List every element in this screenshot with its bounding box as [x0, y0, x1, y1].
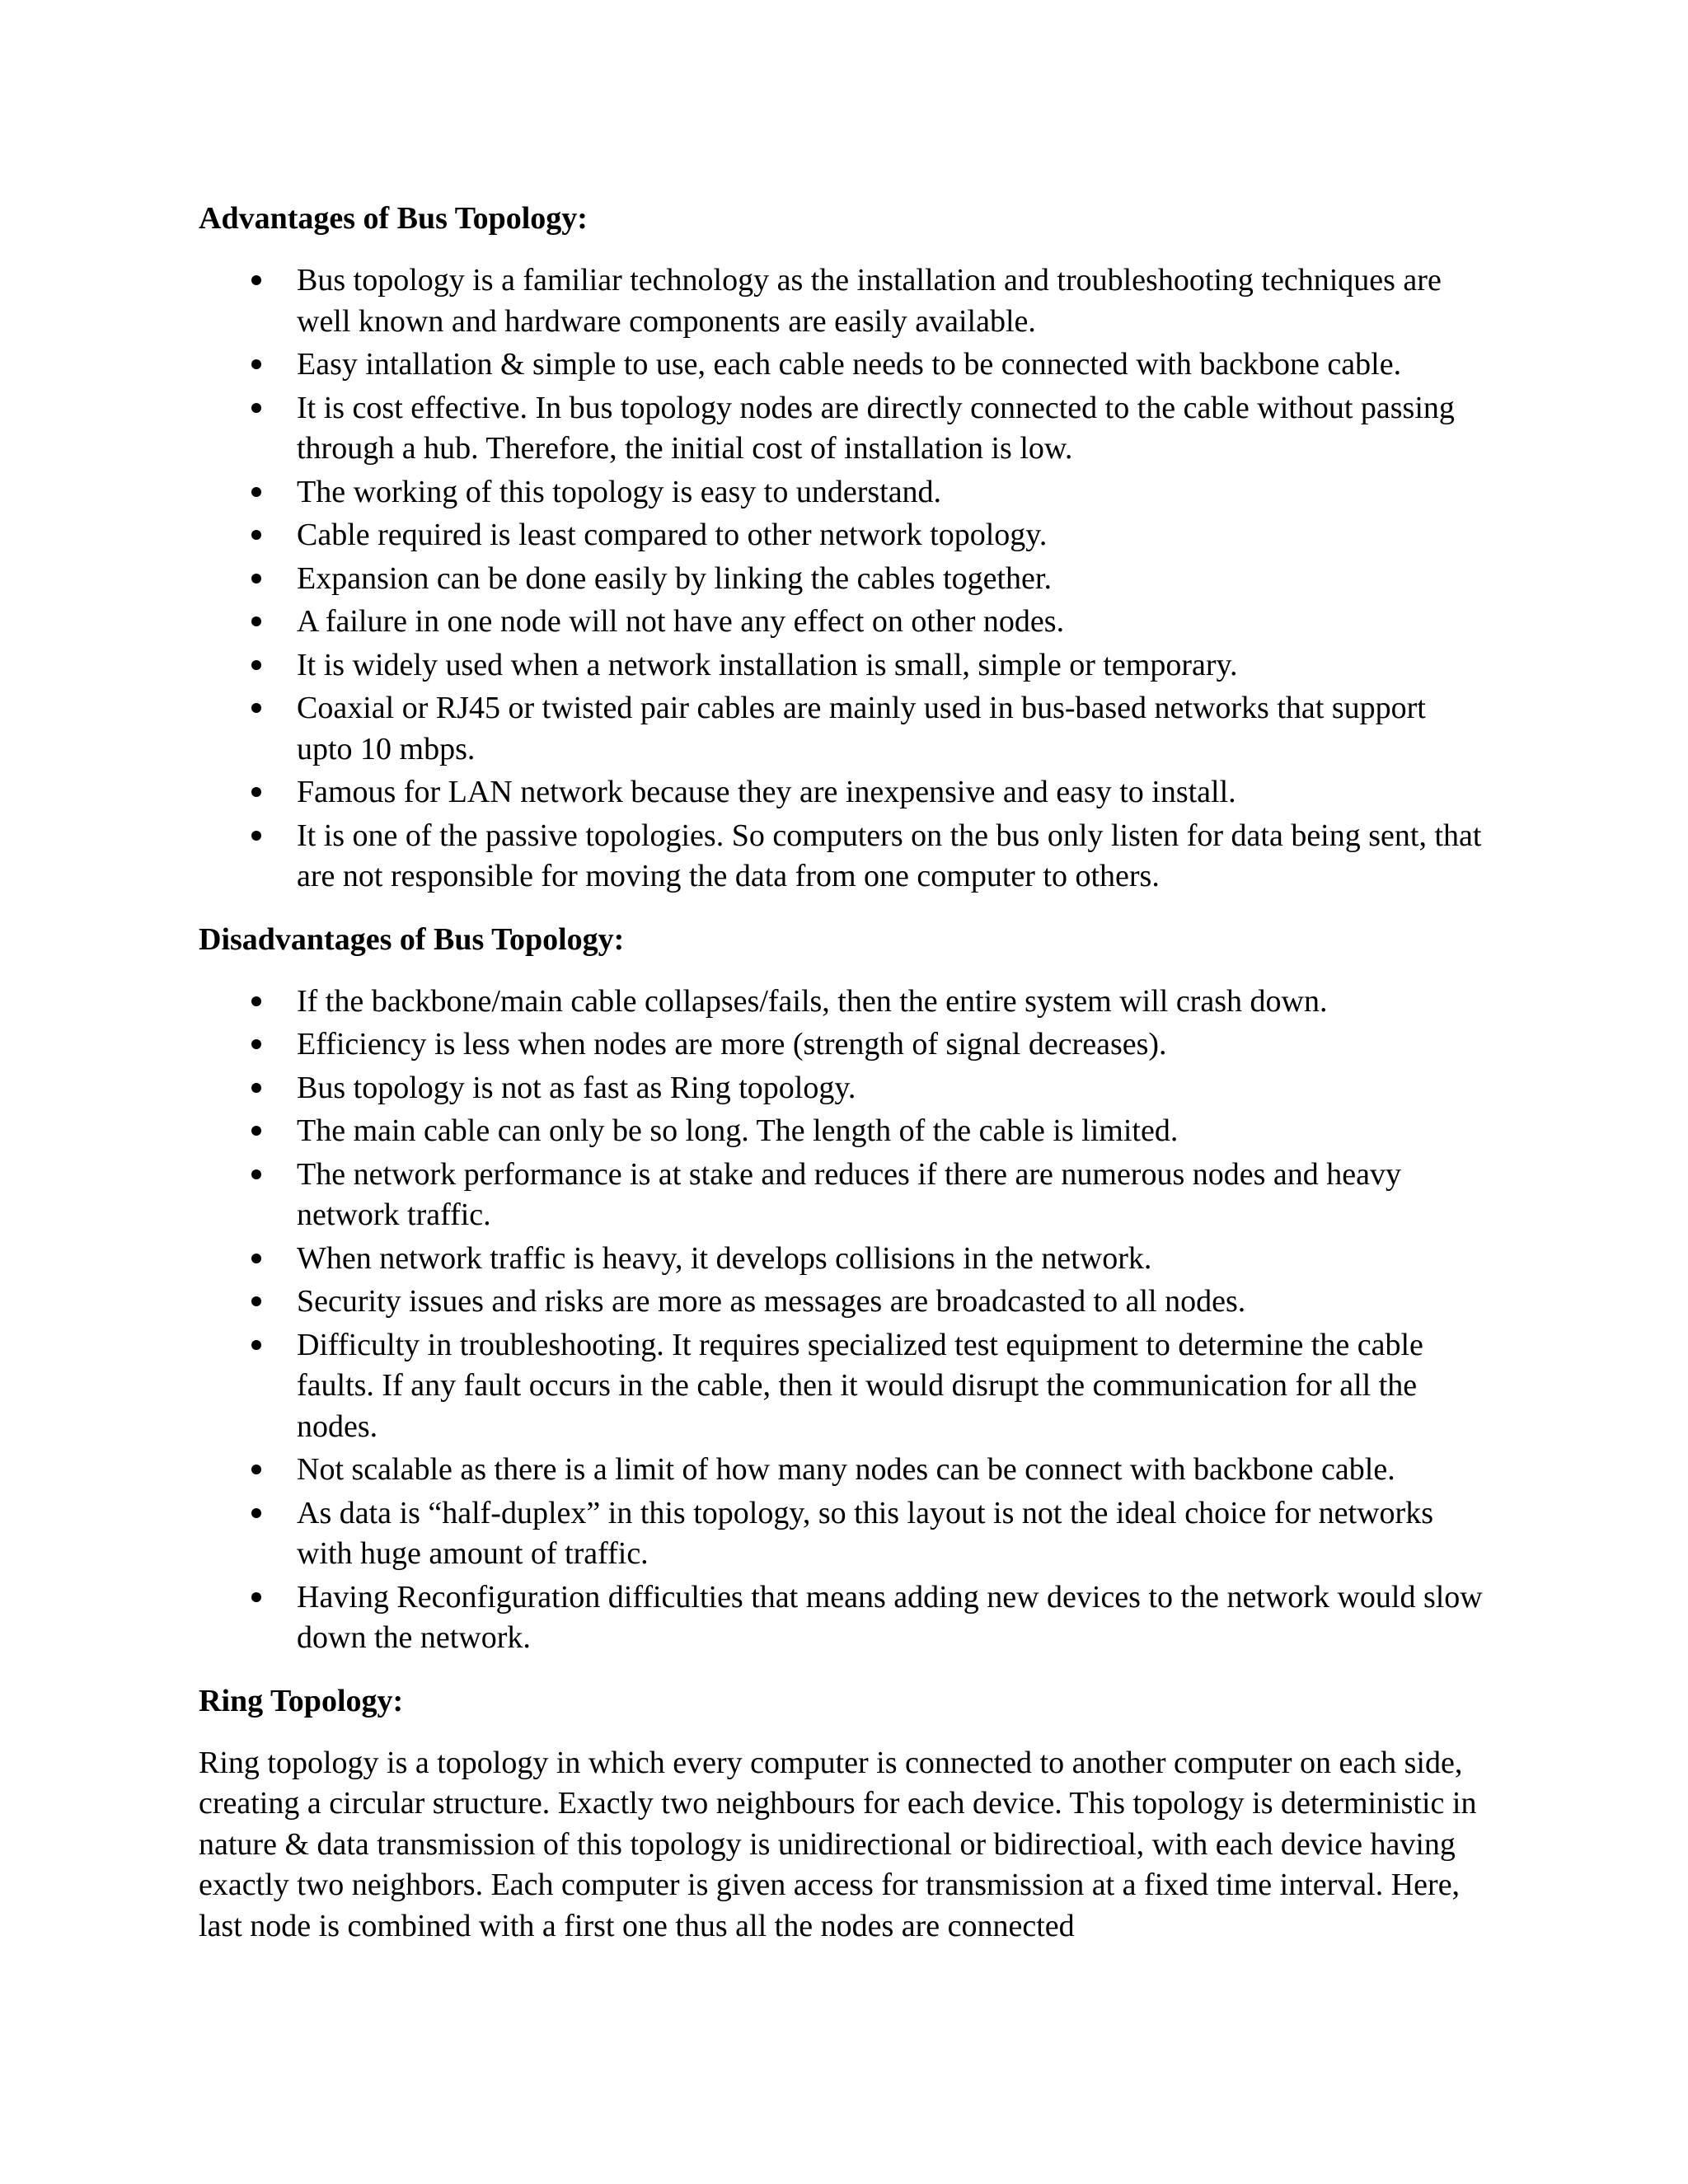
- list-item: [199, 472, 1484, 513]
- bullet-icon: [251, 487, 261, 497]
- list-item: [199, 816, 1484, 898]
- bullet-icon: [251, 831, 261, 841]
- list-item-text: As data is “half-duplex” in this topology, so this layout is not the ideal choice for networks with huge amount of traffic.: [297, 1495, 1433, 1571]
- list-item: [199, 1493, 1484, 1575]
- list-item-text: Security issues and risks are more as messages are broadcasted to all nodes.: [297, 1284, 1246, 1319]
- list-item-text: Expansion can be done easily by linking the cables together.: [297, 560, 1052, 596]
- list-item-text: Famous for LAN network because they are inexpensive and easy to install.: [297, 775, 1236, 809]
- bullet-icon: [251, 1340, 261, 1350]
- list-item-text: The main cable can only be so long. The length of the cable is limited.: [297, 1113, 1179, 1148]
- bullet-icon: [251, 574, 261, 583]
- list-item: [199, 982, 1484, 1023]
- list-item: [199, 1239, 1484, 1280]
- bullet-icon: [251, 1039, 261, 1049]
- bullet-icon: [251, 1296, 261, 1306]
- list-item-text: Coaxial or RJ45 or twisted pair cables are mainly used in bus-based networks that support upto 10 mbps.: [297, 691, 1426, 766]
- list-item: [199, 559, 1484, 600]
- list-item-text: Not scalable as there is a limit of how many nodes can be connect with backbone cable.: [297, 1452, 1395, 1487]
- list-item: [199, 1111, 1484, 1152]
- bullet-icon: [251, 1508, 261, 1518]
- bullet-icon: [251, 787, 261, 797]
- list-item-text: Efficiency is less when nodes are more (strength of signal decreases).: [297, 1027, 1167, 1062]
- bullet-icon: [251, 1126, 261, 1136]
- list-item: [199, 1450, 1484, 1491]
- list-item: [199, 1068, 1484, 1109]
- advantages-list: [199, 260, 1484, 898]
- bullet-icon: [251, 359, 261, 369]
- list-item: [199, 388, 1484, 470]
- list-item: [199, 1024, 1484, 1066]
- bullet-icon: [251, 703, 261, 713]
- ring-topology-paragraph: Ring topology is a topology in which every computer is connected to another computer on each side, creating a circular structure. Exactly two neighbours for each device. This topology is deterministic in nature & data transmission of this topology is unidirectional or bidirectioal, with each device having exactly two neighbors. Each computer is given access for transmission at a fixed time interval. Here, last node is combined with a first one thus all the nodes are connected: [199, 1745, 1477, 1943]
- list-item: [199, 1577, 1484, 1659]
- list-item-text: It is cost effective. In bus topology nodes are directly connected to the cable without passing through a hub. Therefore, the initial cost of installation is low.: [297, 390, 1455, 466]
- list-item: [199, 260, 1484, 342]
- bullet-icon: [251, 660, 261, 670]
- bullet-icon: [251, 1465, 261, 1474]
- list-item-text: If the backbone/main cable collapses/fails, then the entire system will crash down.: [297, 983, 1328, 1019]
- list-item-text: The network performance is at stake and reduces if there are numerous nodes and heavy network traffic.: [297, 1156, 1402, 1232]
- list-item: [199, 1325, 1484, 1448]
- bullet-icon: [251, 1083, 261, 1093]
- list-item: [199, 645, 1484, 687]
- bullet-icon: [251, 1169, 261, 1179]
- bullet-icon: [251, 1592, 261, 1602]
- disadvantages-list: [199, 982, 1484, 1659]
- list-item-text: The working of this topology is easy to understand.: [297, 474, 942, 509]
- list-item: [199, 772, 1484, 813]
- bullet-icon: [251, 530, 261, 540]
- bullet-icon: [251, 996, 261, 1006]
- list-item: [199, 344, 1484, 386]
- list-item-text: It is one of the passive topologies. So computers on the bus only listen for data being sent, that are not responsible for moving the data from one computer to others.: [297, 818, 1482, 893]
- list-item-text: Having Reconfiguration difficulties that means adding new devices to the network would slow down the network.: [297, 1579, 1483, 1655]
- list-item-text: Easy intallation & simple to use, each cable needs to be connected with backbone cable.: [297, 347, 1402, 382]
- bullet-icon: [251, 616, 261, 626]
- list-item: [199, 602, 1484, 643]
- list-item-text: Difficulty in troubleshooting. It requires specialized test equipment to determine the cable faults. If any fault occurs in the cable, then it would disrupt the communication for all the nodes.: [297, 1327, 1423, 1444]
- list-item-text: Bus topology is not as fast as Ring topology.: [297, 1070, 856, 1105]
- disadvantages-heading: Disadvantages of Bus Topology:: [199, 921, 625, 957]
- list-item-text: It is widely used when a network installation is small, simple or temporary.: [297, 647, 1238, 682]
- list-item-text: A failure in one node will not have any effect on other nodes.: [297, 604, 1065, 639]
- bullet-icon: [251, 275, 261, 285]
- bullet-icon: [251, 403, 261, 413]
- list-item: [199, 1155, 1484, 1236]
- list-item-text: When network traffic is heavy, it develops collisions in the network.: [297, 1240, 1152, 1276]
- list-item-text: Bus topology is a familiar technology as the installation and troubleshooting techniques are well known and hardware components are easily available.: [297, 263, 1442, 339]
- ring-topology-heading: Ring Topology:: [199, 1683, 404, 1718]
- list-item: [199, 515, 1484, 556]
- advantages-heading: Advantages of Bus Topology:: [199, 201, 588, 236]
- document-page: [199, 198, 1484, 1947]
- bullet-icon: [251, 1254, 261, 1263]
- list-item: [199, 688, 1484, 770]
- list-item-text: Cable required is least compared to other network topology.: [297, 518, 1048, 552]
- list-item: [199, 1282, 1484, 1323]
